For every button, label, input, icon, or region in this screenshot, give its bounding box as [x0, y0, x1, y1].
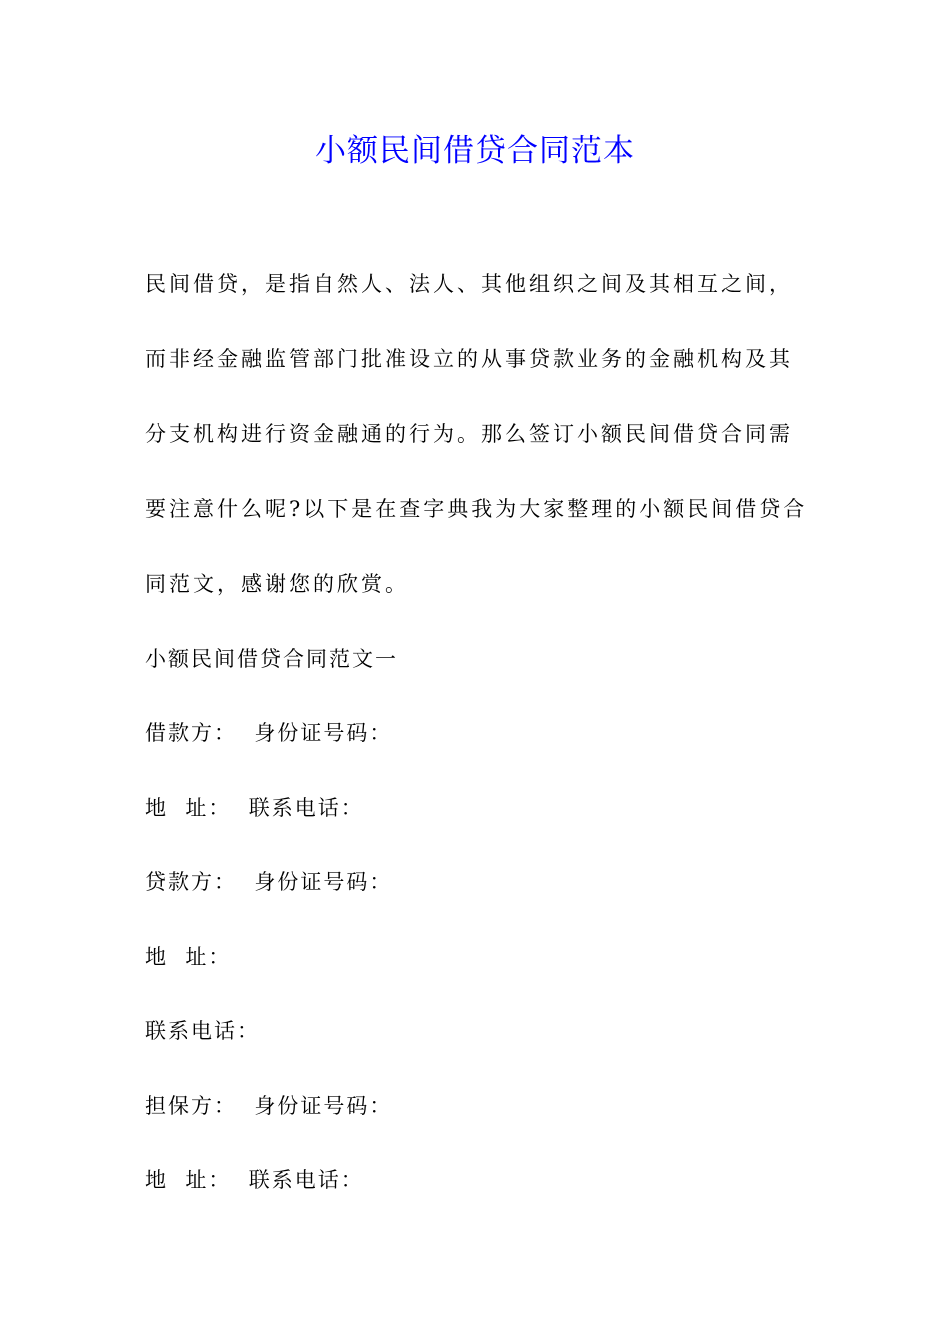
field-borrower-address: 地 址： 联系电话： — [145, 796, 364, 820]
field-guarantor-address: 地 址： 联系电话： — [145, 1168, 364, 1192]
intro-line-4: 要注意什么呢?以下是在查字典我为大家整理的小额民间借贷合 — [145, 497, 808, 521]
intro-line-3: 分支机构进行资金融通的行为。那么签订小额民间借贷合同需 — [145, 422, 793, 446]
document-title: 小额民间借贷合同范本 — [315, 133, 635, 169]
field-lender-address: 地 址： — [145, 945, 232, 969]
field-lender: 贷款方： 身份证号码： — [145, 870, 393, 894]
intro-line-2: 而非经金融监管部门批准设立的从事贷款业务的金融机构及其 — [145, 347, 793, 371]
intro-line-5: 同范文，感谢您的欣赏。 — [145, 572, 409, 596]
field-guarantor: 担保方： 身份证号码： — [145, 1094, 393, 1118]
field-borrower: 借款方： 身份证号码： — [145, 721, 393, 745]
field-lender-phone: 联系电话： — [145, 1019, 260, 1043]
intro-line-1: 民间借贷，是指自然人、法人、其他组织之间及其相互之间， — [145, 272, 793, 296]
section-heading: 小额民间借贷合同范文一 — [145, 647, 398, 671]
